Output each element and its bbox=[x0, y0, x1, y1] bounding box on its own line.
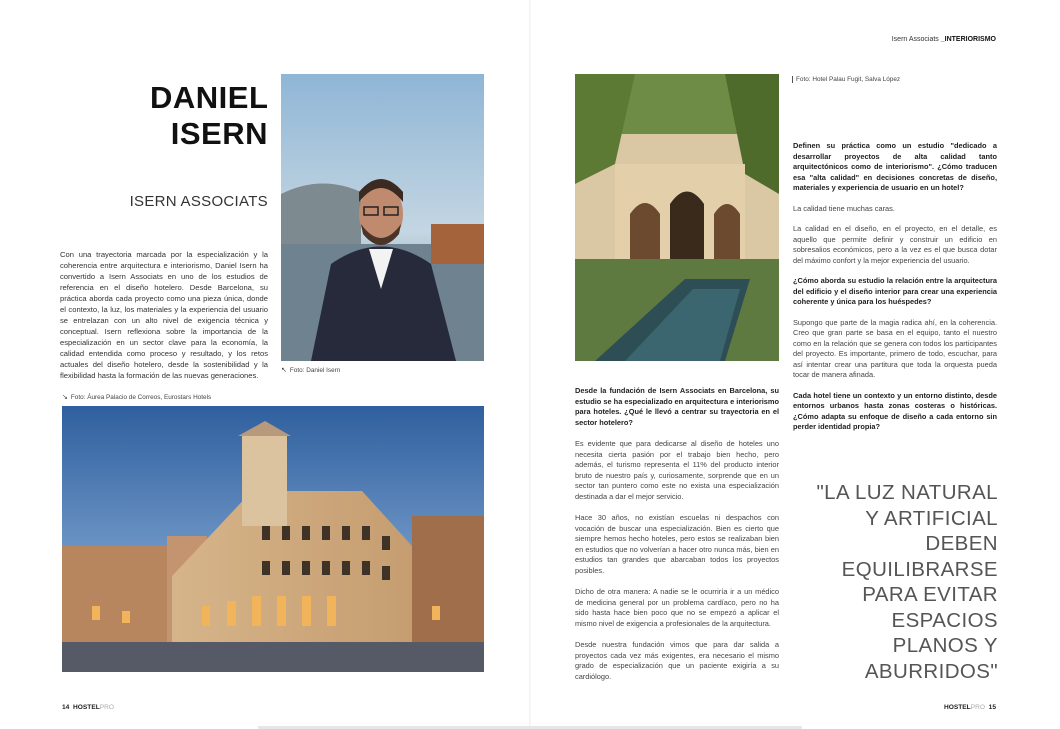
portrait-caption: ↖ Foto: Daniel Isern bbox=[281, 367, 341, 374]
article-column-2 bbox=[793, 141, 997, 433]
answer-2-p1: La calidad tiene muchas caras. bbox=[793, 203, 895, 213]
name-line-2: ISERN bbox=[170, 116, 268, 151]
right-folio bbox=[940, 704, 996, 711]
question-1: Desde la fundación de Isern Associats en Barcelona, su estudio se ha especializado en arquitectura e interiorismo para hoteles. ¿Qué le llevó a centrar su trayectoria en el sector hotelero? bbox=[575, 386, 779, 427]
pool-photo bbox=[575, 74, 779, 361]
building-caption: ↘ Foto: Áurea Palacio de Correos, Eurostars Hotels bbox=[62, 394, 212, 401]
answer-1-p3: Dicho de otra manera: A nadie se le ocurriría ir a un médico de medicina general por un problema cardíaco, pero no ha sido hasta hace bien poco que no se empezó a aplicar el mismo nivel de exigencia a profesionales de la arquitectura. bbox=[575, 587, 779, 628]
answer-3-p1: Supongo que parte de la magia radica ahí, en la coherencia. Creo que gran parte se basa en el equipo, tanto el nuestro como en la relación que se genera con todos los participantes del proyecto. Es importante, primero de todo, escuchar, para así intentar crear una partitura que toda la orquesta pueda tocar de manera afinada. bbox=[793, 317, 997, 379]
name-line-1: DANIEL bbox=[150, 80, 269, 115]
pool-image bbox=[575, 74, 779, 361]
portrait-photo bbox=[281, 74, 484, 361]
question-3: ¿Cómo aborda su estudio la relación entre la arquitectura del edificio y el diseño interior para crear una experiencia coherente y única para los huéspedes? bbox=[793, 276, 997, 306]
portrait-image bbox=[281, 74, 484, 361]
caption-arrow-icon: ↖ bbox=[281, 367, 287, 374]
building-image bbox=[62, 406, 484, 672]
magazine-logo: HOSTELPRO bbox=[943, 704, 985, 711]
section-header: Isern Associats _INTERIORISMO bbox=[891, 36, 996, 43]
magazine-logo: HOSTELPRO bbox=[73, 704, 115, 711]
pull-quote: "LA LUZ NATURAL Y ARTIFICIAL DEBEN EQUILIBRARSE PARA EVITAR ESPACIOS PLANOS Y ABURRIDOS" bbox=[816, 481, 998, 683]
page-gutter bbox=[529, 0, 531, 729]
answer-2-p2: La calidad en el diseño, en el proyecto, en el detalle, es aquello que permite definir y construir un edificio en sobresalios económicos, pero a la vez es el que busca dotar del máximo confort y la mejor experiencia del usuario. bbox=[793, 224, 997, 265]
article-column-1 bbox=[575, 386, 779, 682]
question-4: Cada hotel tiene un contexto y un entorno distinto, desde entornos urbanos hasta zonas costeras o históricas. ¿Cómo adapta su enfoque de diseño a cada entorno sin perder identidad propia? bbox=[793, 390, 997, 431]
answer-1-p2: Hace 30 años, no existían escuelas ni despachos con vocación de buscar una especialización. Bien es cierto que siempre hemos hecho hoteles, pero estos se realizaban bien en estudios que no volverían a hacer otro nunca más, bien en estudios tan grandes que abarcaban todos los proyectos posibles. bbox=[575, 513, 779, 575]
interviewee-name bbox=[150, 80, 268, 152]
intro-paragraph: Con una trayectoria marcada por la especialización y la coherencia entre arquitectura e interiorismo, Daniel Isern ha convertido a Isern Associats en uno de los estudios de referencia en el diseño hotelero. Desde Barcelona, su práctica aborda cada proyecto como una pieza única, donde el contexto, la luz, los materiales y la experiencia del usuario se entrelazan con un alto nivel de exigencia técnica y conceptual. Isern reflexiona sobre la importancia de la especialización en un sector clave para la economía, la calidad entendida como proceso y resultado, y los retos actuales del diseño hotelero, desde la sostenibilidad y la flexibilidad hasta la formación de las nuevas generaciones. bbox=[60, 250, 268, 380]
answer-1-p1: Es evidente que para dedicarse al diseño de hoteles uno necesita cierta pasión por el trabajo bien hecho, pero además, el turismo representa el 11% del producto interior bruto de nuestro país y, curiosamente, sorprende que en un sector tan puntero como este no exista una especialización destinada a dar el mejor servicio. bbox=[575, 439, 779, 501]
caption-arrow-icon: ↘ bbox=[62, 394, 68, 401]
question-2: Definen su práctica como un estudio "dedicado a desarrollar proyectos de alta calidad tanto arquitectónicos como de interiorismo". ¿Cómo traducen esa "alta calidad" en decisiones concretas de diseño, materiales y experiencia de usuario en un hotel? bbox=[793, 141, 997, 192]
pool-caption: Foto: Hotel Palau Fugit, Salva López bbox=[792, 76, 900, 83]
left-folio bbox=[62, 704, 114, 711]
left-page-number: 14 bbox=[62, 704, 70, 711]
right-page-number: 15 bbox=[988, 704, 996, 711]
building-photo bbox=[62, 406, 484, 672]
answer-1-p4: Desde nuestra fundación vimos que para dar salida a proyectos cada vez más exigentes, era necesario el mismo grado de especialización que un paciente exigiría a su cardiólogo. bbox=[575, 640, 779, 681]
firm-name: ISERN ASSOCIATS bbox=[129, 193, 268, 210]
